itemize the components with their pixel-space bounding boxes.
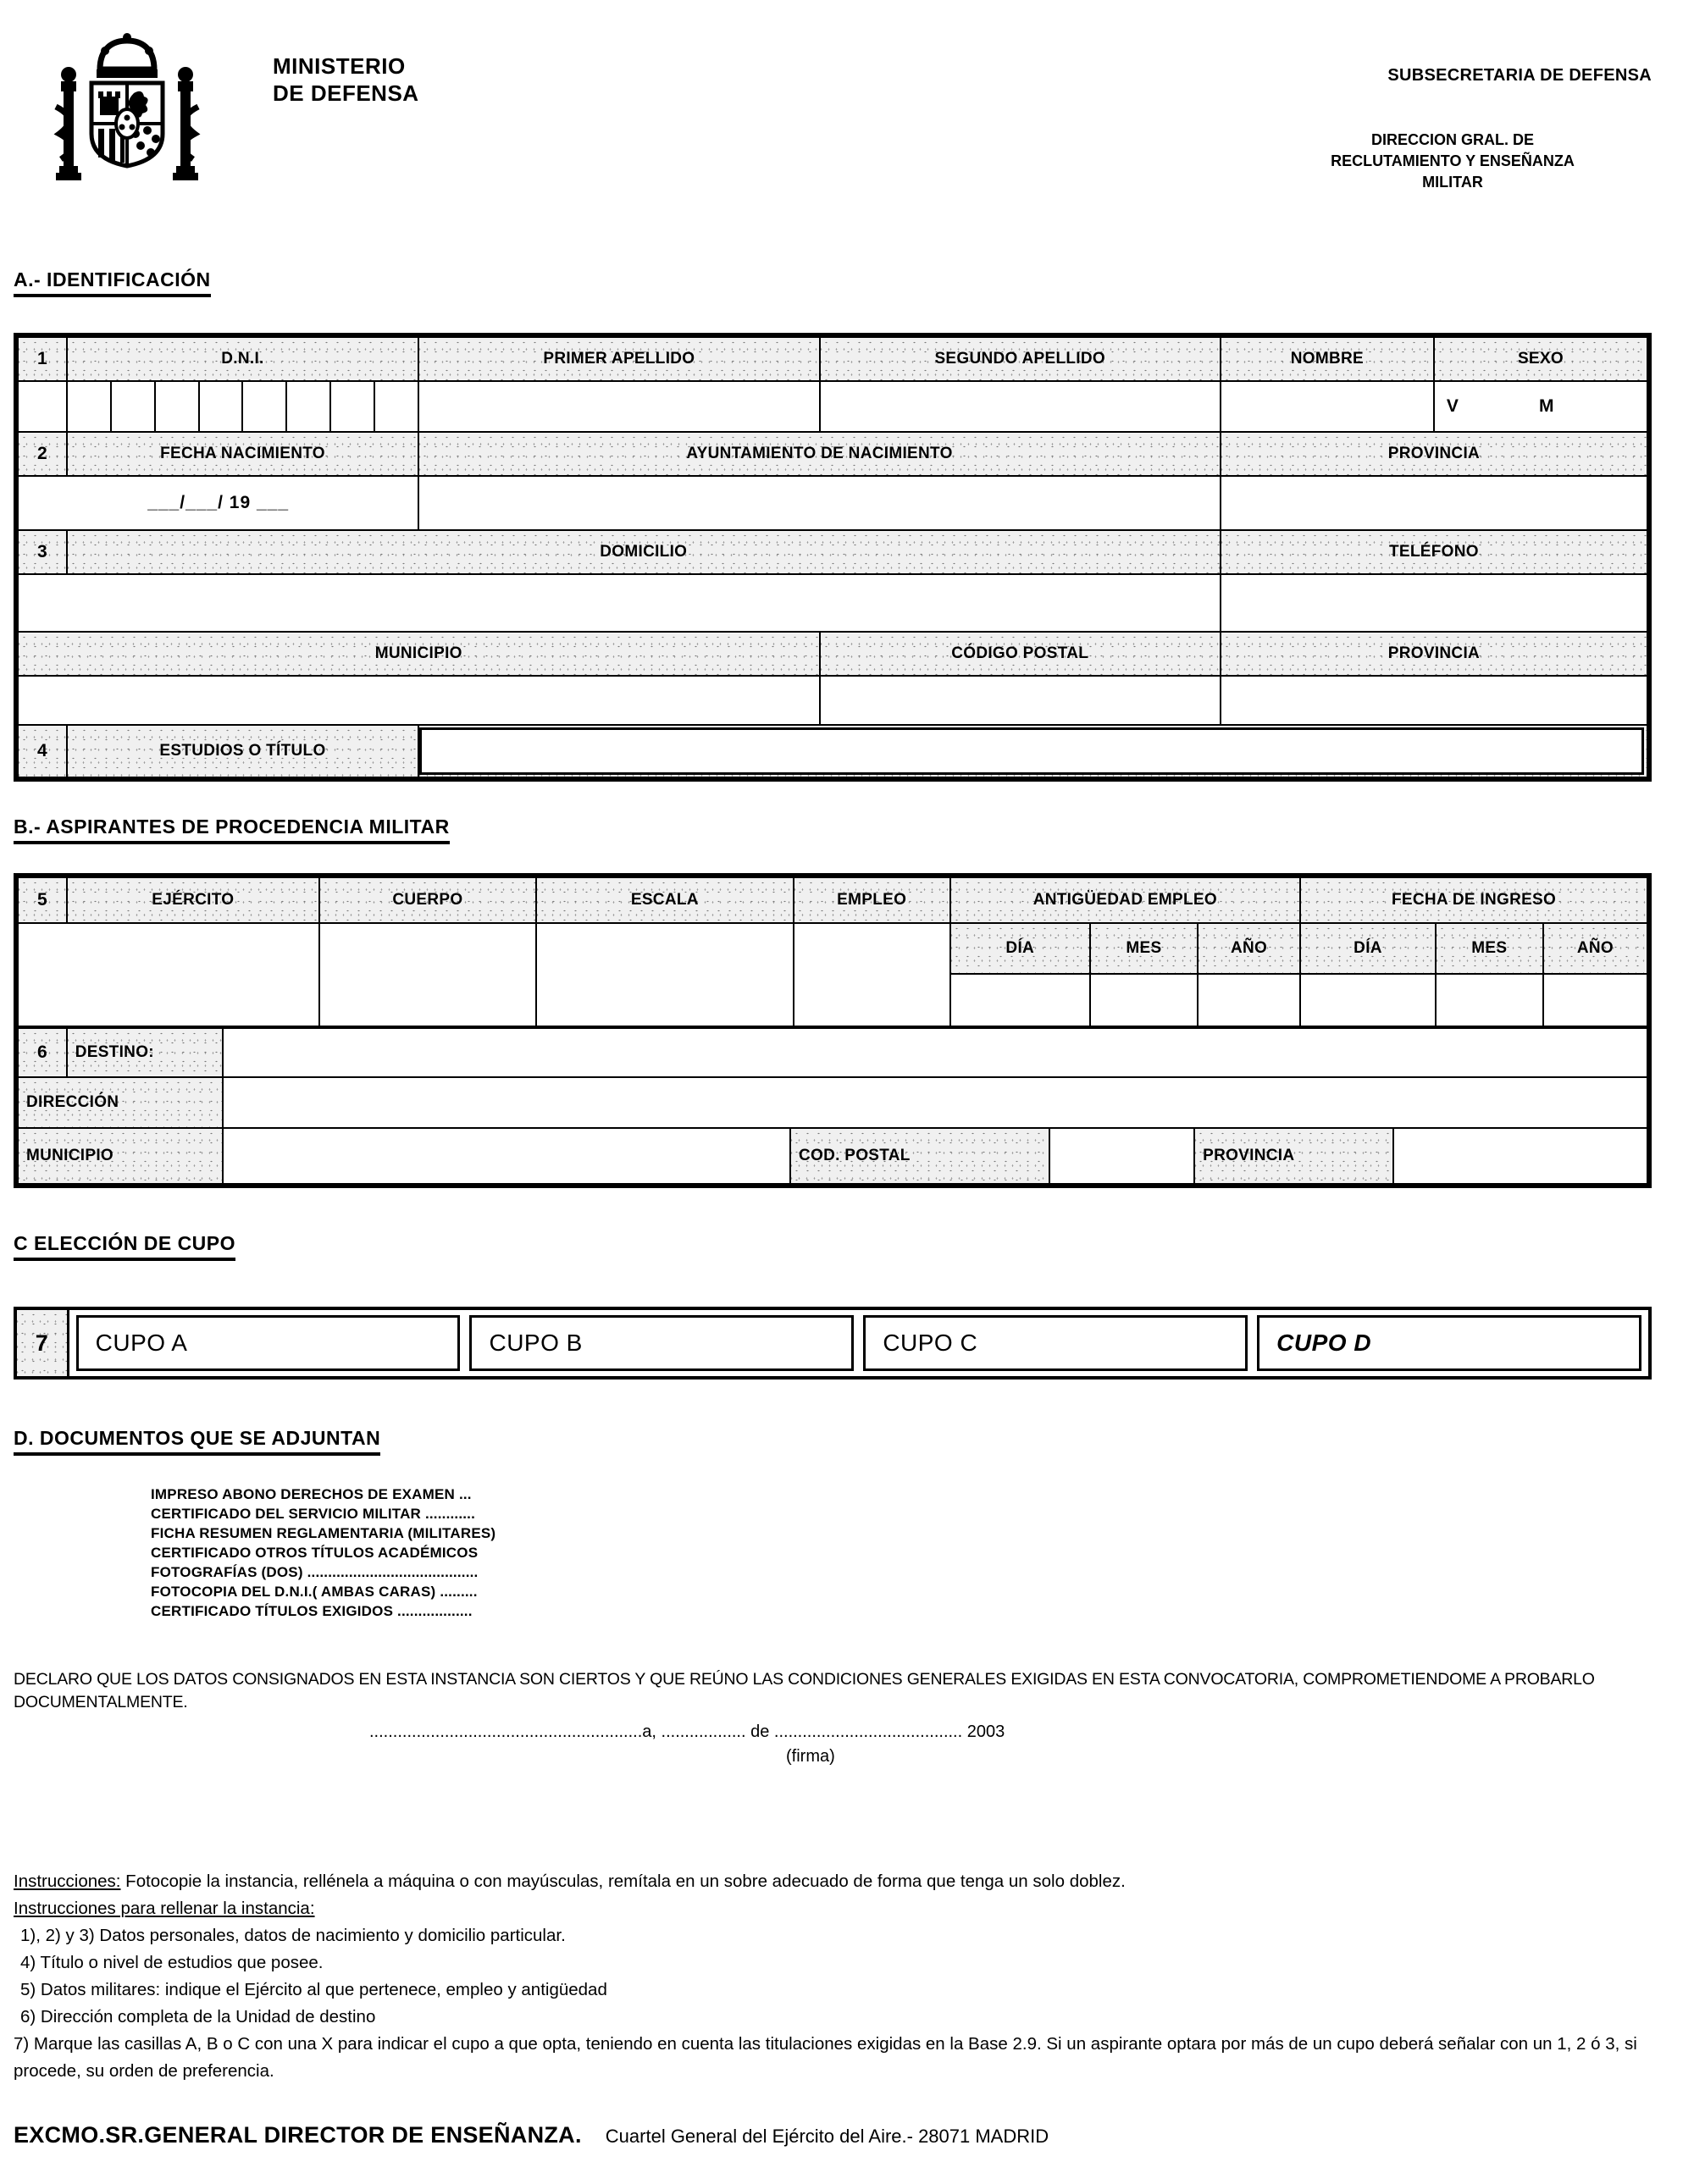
- input-ingreso-ano[interactable]: [1543, 974, 1647, 1026]
- military-table: [14, 873, 1652, 1188]
- input-destino[interactable]: [223, 1028, 1647, 1077]
- date-signature-line[interactable]: ..........................................................a, .................. de ........................................ 2003: [369, 1722, 1005, 1741]
- dni-box[interactable]: [155, 381, 199, 432]
- col-header-antiguedad-mes: MES: [1090, 923, 1198, 974]
- col-header-empleo: EMPLEO: [794, 877, 950, 923]
- col-header-dni: D.N.I.: [67, 337, 419, 381]
- input-cuerpo[interactable]: [319, 923, 536, 1026]
- input-domicilio[interactable]: [18, 574, 1221, 632]
- cupo-boxes: [69, 1310, 1648, 1376]
- col-header-municipio: MUNICIPIO: [18, 632, 820, 676]
- dni-box[interactable]: [199, 381, 243, 432]
- col-header-antiguedad-dia: DÍA: [950, 923, 1090, 974]
- col-header-telefono: TELÉFONO: [1221, 530, 1647, 574]
- direccion-line2: RECLUTAMIENTO Y ENSEÑANZA: [1331, 152, 1575, 169]
- input-estudios[interactable]: [419, 727, 1644, 775]
- document-item: FOTOGRAFÍAS (DOS) .........................................: [151, 1564, 479, 1580]
- input-escala[interactable]: [536, 923, 794, 1026]
- row-number-6: 6: [18, 1028, 67, 1077]
- row-number-7: 7: [17, 1310, 69, 1376]
- section-a-title: A.- IDENTIFICACIÓN: [14, 268, 1652, 297]
- dni-box[interactable]: [67, 381, 111, 432]
- row-number-2: 2: [18, 432, 67, 476]
- col-header-fecha-nacimiento: FECHA NACIMIENTO: [67, 432, 419, 476]
- table-row: [18, 381, 1647, 432]
- instructions-fill-label: Instrucciones para rellenar la instancia:: [14, 1899, 315, 1918]
- direccion-line1: DIRECCION GRAL. DE: [1370, 131, 1534, 148]
- col-header-provincia-domicilio: PROVINCIA: [1221, 632, 1647, 676]
- instruction-item: 6) Dirección completa de la Unidad de destino: [20, 2007, 376, 2026]
- col-header-escala: ESCALA: [536, 877, 794, 923]
- dni-box[interactable]: [286, 381, 330, 432]
- table-row: [18, 476, 1647, 530]
- cupo-c-box[interactable]: CUPO C: [863, 1315, 1248, 1371]
- input-municipio-destino[interactable]: [223, 1128, 790, 1184]
- document-item: FICHA RESUMEN REGLAMENTARIA (MILITARES): [151, 1525, 496, 1541]
- row-number-4: 4: [18, 725, 67, 777]
- col-header-fecha-ingreso: FECHA DE INGRESO: [1300, 877, 1647, 923]
- input-telefono[interactable]: [1221, 574, 1647, 632]
- col-header-ejercito: EJÉRCITO: [67, 877, 319, 923]
- input-antiguedad-mes[interactable]: [1090, 974, 1198, 1026]
- dni-box[interactable]: [374, 381, 418, 432]
- estudios-cell: [418, 725, 1647, 777]
- section-d-title: D. DOCUMENTOS QUE SE ADJUNTAN: [14, 1427, 1652, 1456]
- input-ingreso-mes[interactable]: [1436, 974, 1543, 1026]
- document-item: CERTIFICADO TÍTULOS EXIGIDOS ..................: [151, 1603, 473, 1619]
- dni-box[interactable]: [330, 381, 374, 432]
- input-empleo[interactable]: [794, 923, 950, 1026]
- input-nombre[interactable]: [1221, 381, 1434, 432]
- col-header-estudios: ESTUDIOS O TÍTULO: [67, 725, 419, 777]
- input-provincia-nacimiento[interactable]: [1221, 476, 1647, 530]
- dni-box[interactable]: [18, 381, 67, 432]
- document-item: IMPRESO ABONO DERECHOS DE EXAMEN ...: [151, 1486, 472, 1502]
- section-c-title: C ELECCIÓN DE CUPO: [14, 1232, 1652, 1261]
- col-header-ingreso-dia: DÍA: [1300, 923, 1436, 974]
- instructions-intro: [14, 1868, 1652, 1895]
- instruction-item: 7) Marque las casillas A, B o C con una X para indicar el cupo a que opta, teniendo en cuenta las titulaciones exigidas en la Base 2.9. Si un aspirante optara por más de un cupo deberá señalar con un 1, 2 ó 3, si procede, su orden de preferencia.: [14, 2034, 1637, 2081]
- input-direccion[interactable]: [223, 1077, 1647, 1128]
- label-provincia-destino: PROVINCIA: [1194, 1128, 1393, 1184]
- documents-list: [151, 1485, 1652, 1621]
- addressee-address: Cuartel General del Ejército del Aire.- 28071 MADRID: [605, 2126, 1049, 2147]
- input-cod-postal-destino[interactable]: [1049, 1128, 1194, 1184]
- input-sexo[interactable]: [1434, 381, 1647, 432]
- row-number-1: 1: [18, 337, 67, 381]
- identification-table: [14, 333, 1652, 782]
- input-antiguedad-ano[interactable]: [1198, 974, 1300, 1026]
- instructions-intro-text: Fotocopie la instancia, rellénela a máquina o con mayúsculas, remítala en un sobre adecuado de forma que tenga un solo doblez.: [120, 1872, 1126, 1891]
- cupo-a-box[interactable]: CUPO A: [76, 1315, 461, 1371]
- cupo-selection-row: [14, 1307, 1652, 1380]
- instruction-item: 5) Datos militares: indique el Ejército al que pertenece, empleo y antigüedad: [20, 1980, 607, 1999]
- destino-table: [17, 1027, 1648, 1185]
- label-direccion: DIRECCIÓN: [18, 1077, 223, 1128]
- input-ayuntamiento[interactable]: [418, 476, 1221, 530]
- form-header: [14, 30, 1652, 196]
- table-row: [18, 725, 1647, 777]
- col-header-cuerpo: CUERPO: [319, 877, 536, 923]
- ministry-line2: DE DEFENSA: [273, 80, 419, 106]
- table-row: [18, 1077, 1647, 1128]
- col-header-domicilio: DOMICILIO: [67, 530, 1221, 574]
- direccion-line3: MILITAR: [1422, 174, 1483, 191]
- label-destino: DESTINO:: [67, 1028, 224, 1077]
- table-row: [18, 337, 1647, 381]
- table-row: [18, 676, 1647, 725]
- input-codigo-postal[interactable]: [820, 676, 1221, 725]
- document-item: FOTOCOPIA DEL D.N.I.( AMBAS CARAS) .........: [151, 1584, 478, 1600]
- document-item: CERTIFICADO OTROS TÍTULOS ACADÉMICOS: [151, 1545, 479, 1561]
- col-header-ingreso-ano: AÑO: [1543, 923, 1647, 974]
- input-antiguedad-dia[interactable]: [950, 974, 1090, 1026]
- input-ejercito[interactable]: [18, 923, 319, 1026]
- input-ingreso-dia[interactable]: [1300, 974, 1436, 1026]
- instruction-item: 1), 2) y 3) Datos personales, datos de nacimiento y domicilio particular.: [20, 1926, 566, 1945]
- col-header-primer-apellido: PRIMER APELLIDO: [418, 337, 819, 381]
- document-item: CERTIFICADO DEL SERVICIO MILITAR ............: [151, 1506, 476, 1522]
- col-header-antiguedad: ANTIGÜEDAD EMPLEO: [950, 877, 1301, 923]
- table-row: [18, 1128, 1647, 1184]
- input-primer-apellido[interactable]: [418, 381, 819, 432]
- dni-box[interactable]: [242, 381, 286, 432]
- subsecretaria-label: SUBSECRETARIA DE DEFENSA: [1387, 66, 1652, 85]
- row-number-5: 5: [18, 877, 67, 923]
- col-header-ayuntamiento: AYUNTAMIENTO DE NACIMIENTO: [418, 432, 1221, 476]
- table-row: [18, 574, 1647, 632]
- col-header-ingreso-mes: MES: [1436, 923, 1543, 974]
- dni-box[interactable]: [111, 381, 155, 432]
- addressee-label: EXCMO.SR.GENERAL DIRECTOR DE ENSEÑANZA.: [14, 2122, 582, 2148]
- direccion-general-label: [1254, 130, 1652, 193]
- section-b-title: B.- ASPIRANTES DE PROCEDENCIA MILITAR: [14, 816, 1652, 844]
- instruction-item: 4) Título o nivel de estudios que posee.: [20, 1953, 324, 1972]
- firma-label: (firma): [786, 1747, 835, 1766]
- col-header-sexo: SEXO: [1434, 337, 1647, 381]
- coat-of-arms-icon: [51, 30, 203, 196]
- sexo-option-v[interactable]: V: [1446, 396, 1459, 416]
- col-header-nombre: NOMBRE: [1221, 337, 1434, 381]
- table-row: [18, 432, 1647, 476]
- label-cod-postal-destino: COD. POSTAL: [790, 1128, 1049, 1184]
- col-header-codigo-postal: CÓDIGO POSTAL: [820, 632, 1221, 676]
- ministry-title: [273, 53, 419, 107]
- instructions-block: [14, 1868, 1652, 2085]
- ministry-line1: MINISTERIO: [273, 53, 406, 79]
- input-fecha-nacimiento[interactable]: ___/___/ 19 ___: [18, 476, 418, 530]
- row-number-3: 3: [18, 530, 67, 574]
- label-municipio-destino: MUNICIPIO: [18, 1128, 223, 1184]
- footer: [14, 2122, 1652, 2148]
- input-municipio[interactable]: [18, 676, 820, 725]
- input-segundo-apellido[interactable]: [820, 381, 1221, 432]
- cupo-d-box[interactable]: CUPO D: [1257, 1315, 1641, 1371]
- table-row: [18, 923, 1647, 974]
- table-row: [18, 632, 1647, 676]
- col-header-provincia-nacimiento: PROVINCIA: [1221, 432, 1647, 476]
- sexo-option-m[interactable]: M: [1538, 396, 1554, 416]
- input-provincia-destino[interactable]: [1393, 1128, 1647, 1184]
- table-row: [18, 1028, 1647, 1077]
- input-provincia-domicilio[interactable]: [1221, 676, 1647, 725]
- declaration-text: DECLARO QUE LOS DATOS CONSIGNADOS EN ESTA INSTANCIA SON CIERTOS Y QUE REÚNO LAS CONDICIONES GENERALES EXIGIDAS EN ESTA CONVOCATORIA, COMPROMETIENDOME A PROBARLO DOCUMENTALMENTE.: [14, 1670, 1595, 1711]
- col-header-antiguedad-ano: AÑO: [1198, 923, 1300, 974]
- col-header-segundo-apellido: SEGUNDO APELLIDO: [820, 337, 1221, 381]
- header-right-block: [1177, 30, 1652, 193]
- table-row: [18, 530, 1647, 574]
- instructions-intro-label: Instrucciones:: [14, 1872, 121, 1891]
- table-row: [18, 877, 1647, 923]
- cupo-b-box[interactable]: CUPO B: [469, 1315, 854, 1371]
